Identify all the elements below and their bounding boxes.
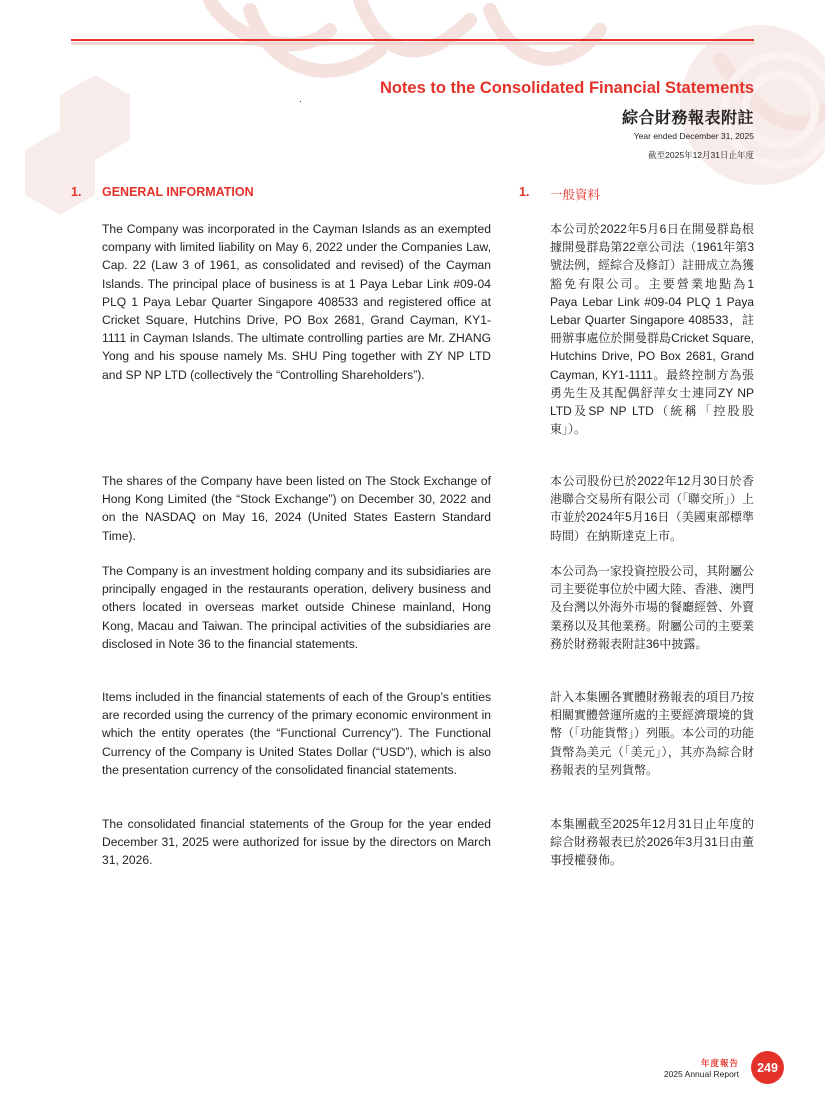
header-rule-shadow	[71, 42, 754, 45]
paragraph-zh-incorporation: 本公司於2022年5月6日在開曼群島根據開曼群島第22章公司法（1961年第3號法例，經綜合及修訂）註冊成立為獲豁免有限公司。主要營業地點為1 Paya Lebar Link #09-04 PLQ 1 Paya Lebar Quarter Singapore 408533，註冊辦事處位於開曼群島Cricket Square, Hutchins Drive, PO Box 2681, Grand Cayman, KY1-1111。最終控制方為張勇先生及其配偶舒萍女士連同ZY NP LTD及SP NP LTD（統稱「控股股東」）。	[550, 222, 755, 437]
stray-dot	[300, 101, 301, 102]
paragraph-zh-business: 本公司為一家投資控股公司，其附屬公司主要從事位於中國大陸、香港、澳門及台灣以外海外市場的餐廳經營、外賣業務以及其他業務。附屬公司的主要業務於財務報表附註36中披露。	[550, 564, 755, 651]
paragraph-zh-authorization: 本集團截至2025年12月31日止年度的綜合財務報表已於2026年3月31日由董事授權發佈。	[550, 817, 754, 868]
paragraph-en-incorporation: The Company was incorporated in the Cayman Islands as an exempted company with limited liability on May 6, 2022 under the Companies Law, Cap. 22 (Law 3 of 1961, as consolidated and revised) of the Cayman Islands. The principal place of business is at 1 Paya Lebar Link #09-04 PLQ 1 Paya Lebar Quarter Singapore 408533 and registered office at Cricket Square, Hutchins Drive, PO Box 2681, Grand Cayman, KY1-1111 in Cayman Islands. The ultimate controlling parties are Mr. ZHANG Yong and his spouse namely Ms. SHU Ping together with ZY NP LTD and SP NP LTD (collectively the “Controlling Shareholders”).	[102, 222, 491, 382]
page-title-en: Notes to the Consolidated Financial Statements	[379, 79, 754, 97]
paragraph-en-listing: The shares of the Company have been listed on The Stock Exchange of Hong Kong Limited (the “Stock Exchange”) on December 30, 2022 and on the NASDAQ on May 16, 2024 (United States Eastern Standard Time).	[102, 474, 491, 543]
paragraph-en-business: The Company is an investment holding company and its subsidiaries are principally engaged in the restaurants operation, delivery business and others located in overseas market outside Chinese mainland, Hong Kong, Macau and Taiwan. The principal activities of the subsidiaries are disclosed in Note 36 to the financial statements.	[102, 564, 491, 651]
footer-report-en: 2025 Annual Report	[663, 1069, 739, 1079]
page-number-badge: 249	[751, 1051, 784, 1084]
section-number-en: 1.	[71, 185, 82, 199]
paragraph-zh-listing: 本公司股份已於2022年12月30日於香港聯合交易所有限公司（「聯交所」）上市並於2024年5月16日（美國東部標準時間）在納斯達克上市。	[550, 474, 755, 543]
period-en: Year ended December 31, 2025	[633, 131, 754, 141]
paragraph-zh-currency: 計入本集團各實體財務報表的項目乃按相關實體營運所處的主要經濟環境的貨幣（「功能貨幣」）列賬。本公司的功能貨幣為美元（「美元」），其亦為綜合財務報表的呈列貨幣。	[550, 690, 755, 777]
header-rule	[71, 39, 754, 41]
section-number-zh: 1.	[519, 185, 530, 199]
footer-report-zh: 年度報告	[700, 1058, 739, 1068]
period-zh: 截至2025年12月31日止年度	[648, 150, 754, 160]
section-title-zh: 一般資料	[550, 188, 601, 202]
page-title-zh: 綜合財務報表附註	[621, 110, 754, 127]
section-title-en: GENERAL INFORMATION	[102, 185, 254, 199]
paragraph-en-authorization: The consolidated financial statements of the Group for the year ended December 31, 2025 were authorized for issue by the directors on March 31, 2026.	[102, 817, 491, 868]
paragraph-en-currency: Items included in the financial statements of each of the Group’s entities are recorded using the currency of the primary economic environment in which the entity operates (the “Functional Currency”). The Functional Currency of the Company is United States Dollar (“USD”), which is also the presentation currency of the consolidated financial statements.	[102, 690, 491, 777]
